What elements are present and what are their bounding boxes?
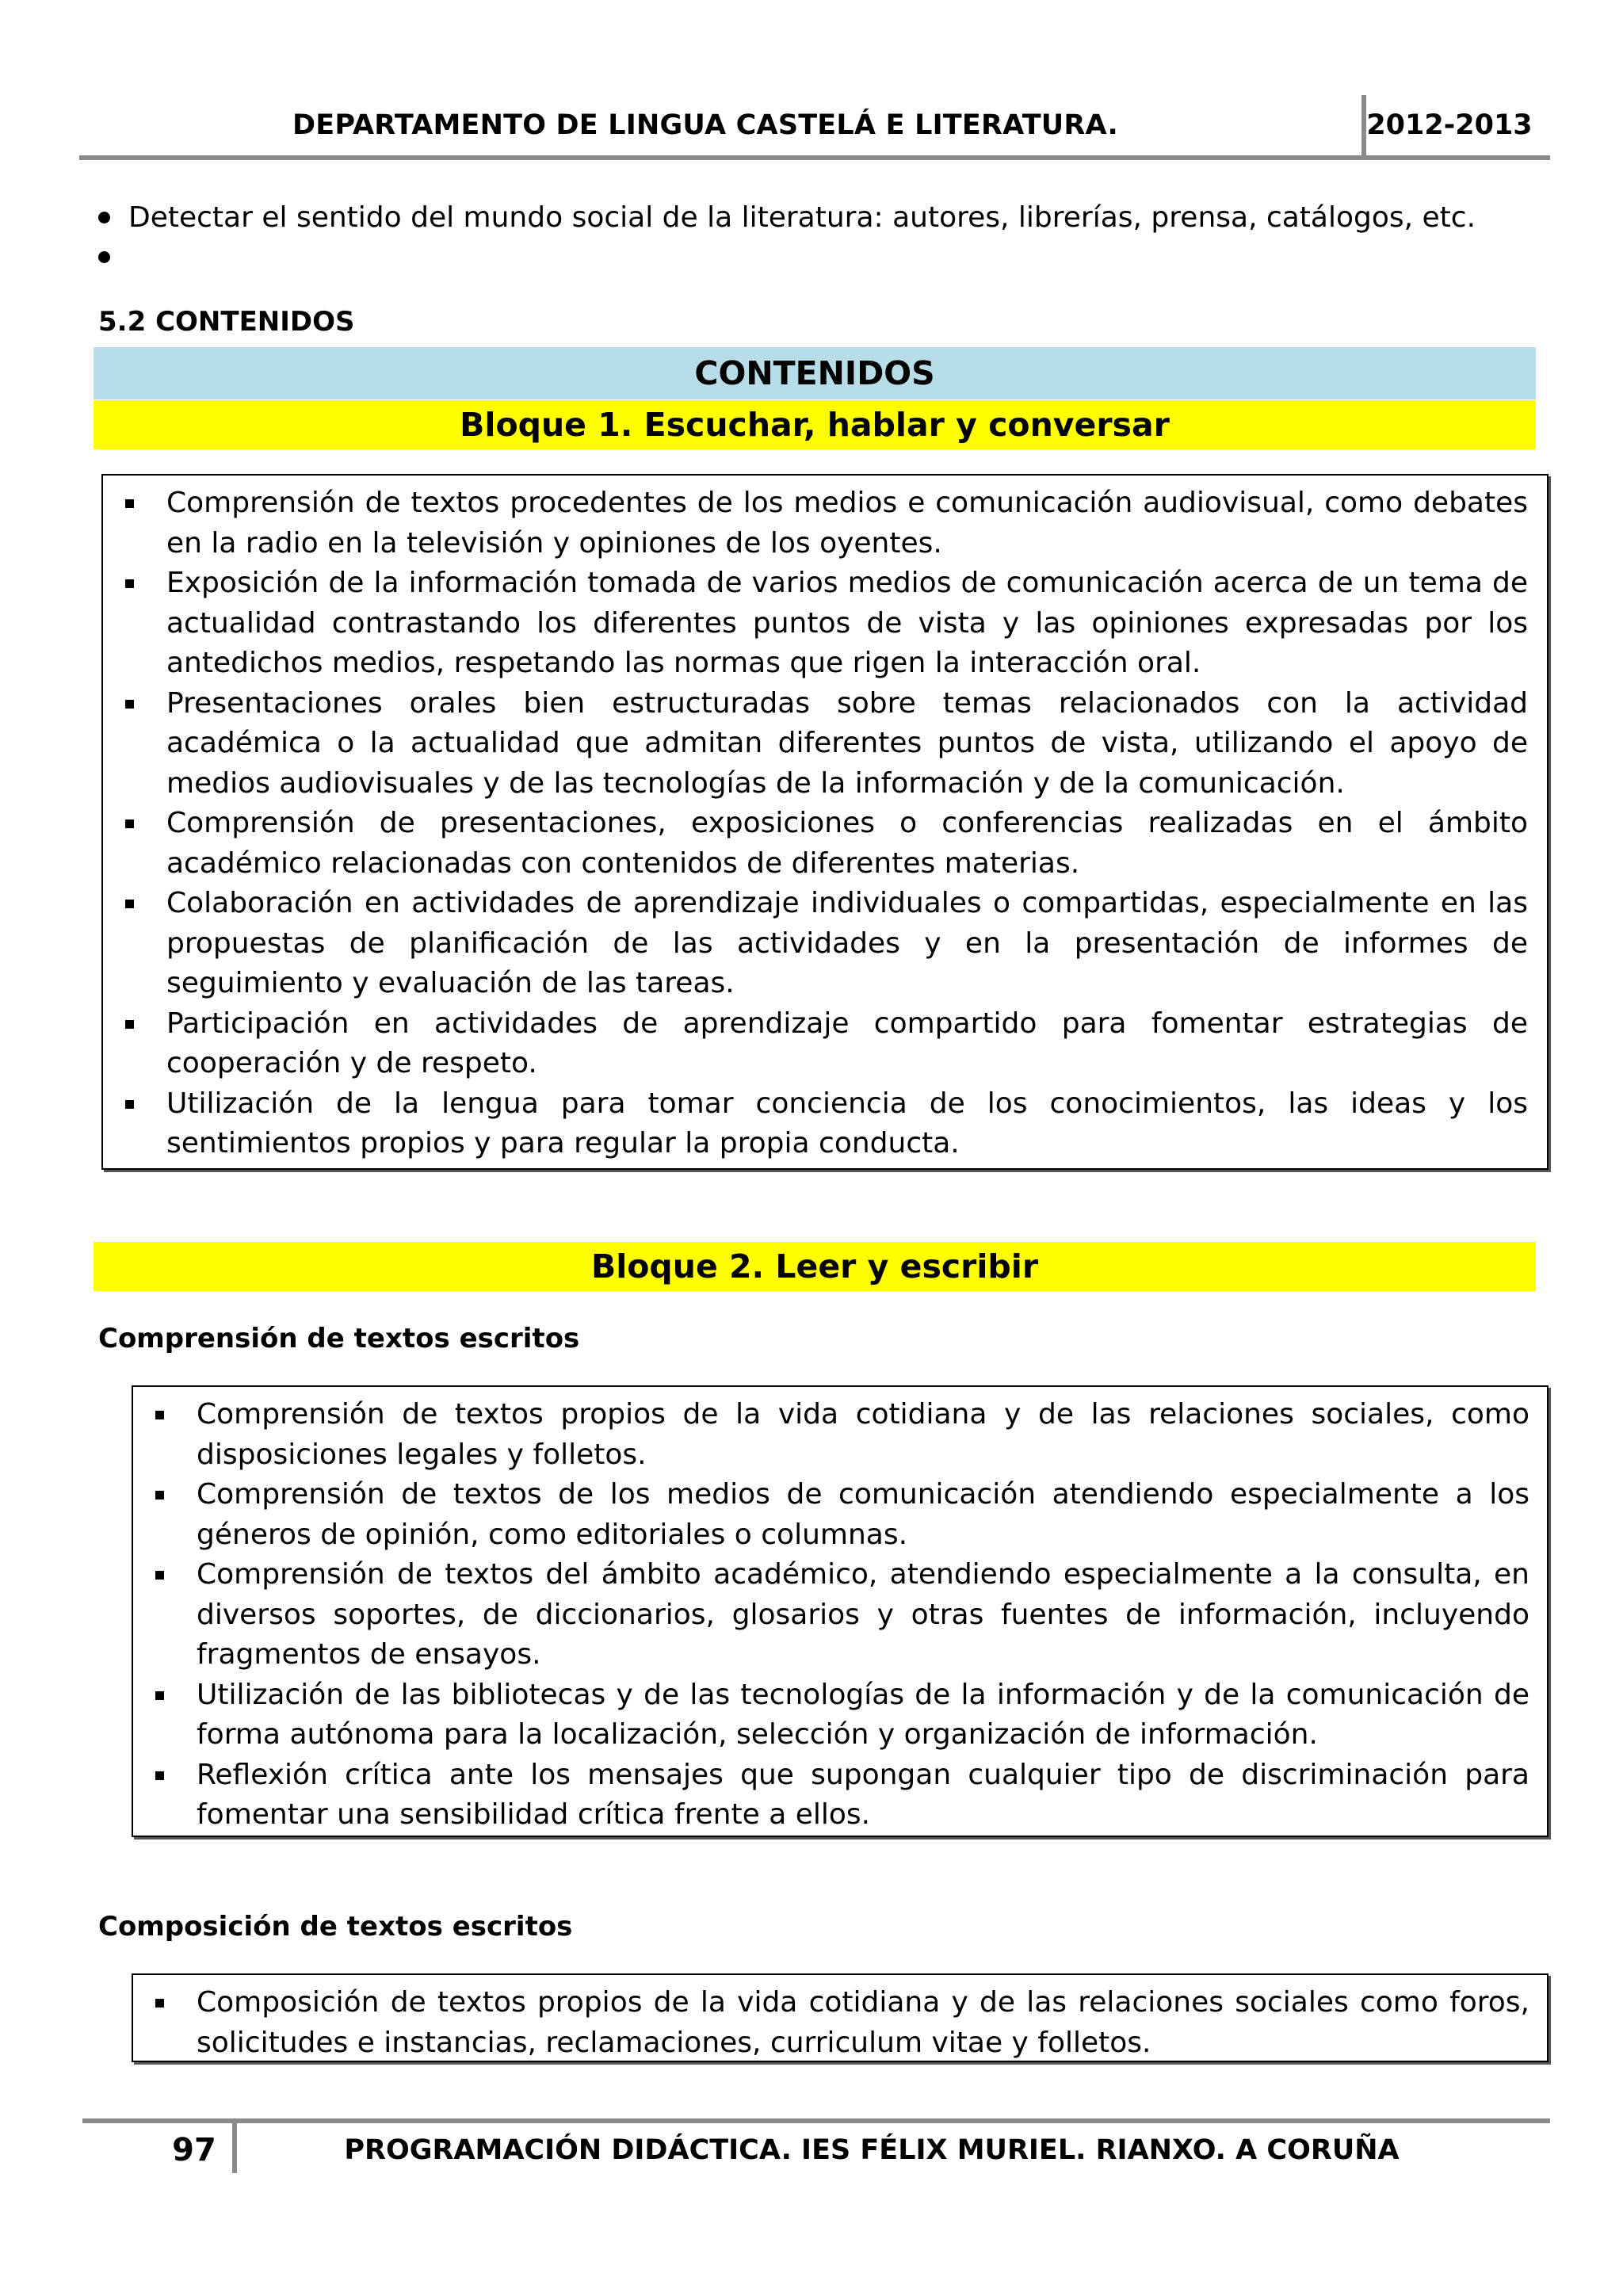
list-item: Comprensión de textos procedentes de los medios e comunicación audiovisual, como debates en la radio en la televisión y opiniones de los oyentes.: [103, 483, 1528, 563]
intro-bullet-item: Detectar el sentido del mundo social de la literatura: autores, librerías, prensa, catálogos, etc.: [95, 198, 1553, 238]
footer-text: PROGRAMACIÓN DIDÁCTICA. IES FÉLIX MURIEL. RIANXO. A CORUÑA: [344, 2134, 1400, 2166]
list-item: Colaboración en actividades de aprendizaje individuales o compartidas, especialmente en las propuestas de planificación de las actividades y en la presentación de informes de seguimiento y evaluación de las tareas.: [103, 884, 1528, 1004]
contenidos-band: CONTENIDOS: [94, 347, 1536, 399]
list-item: Comprensión de textos de los medios de comunicación atendiendo especialmente a los géneros de opinión, como editoriales o columnas.: [133, 1475, 1529, 1555]
bloque1-title: Bloque 1. Escuchar, hablar y conversar: [94, 400, 1536, 449]
comprension-list: [133, 1395, 1529, 1836]
footer-rule: [82, 2118, 1550, 2123]
list-item: Presentaciones orales bien estructuradas sobre temas relacionados con la actividad académica o la actualidad que admitan diferentes puntos de vista, utilizando el apoyo de medios audiovisuales y de las tecnologías de la información y de la comunicación.: [103, 684, 1528, 804]
comprension-heading: Comprensión de textos escritos: [98, 1323, 580, 1354]
bloque1-content-box: [101, 474, 1549, 1170]
list-item: Comprensión de presentaciones, exposiciones o conferencias realizadas en el ámbito académico relacionadas con contenidos de diferentes materias.: [103, 804, 1528, 884]
intro-bullet-item: [95, 238, 1553, 277]
list-item: Comprensión de textos propios de la vida cotidiana y de las relaciones sociales, como disposiciones legales y folletos.: [133, 1395, 1529, 1475]
comprension-content-box: [132, 1385, 1549, 1837]
list-item: Utilización de las bibliotecas y de las tecnologías de la información y de la comunicación de forma autónoma para la localización, selección y organización de información.: [133, 1675, 1529, 1755]
composicion-list: [133, 1983, 1529, 2063]
footer-divider: [232, 2121, 237, 2173]
section-heading: 5.2 CONTENIDOS: [98, 306, 355, 338]
list-item: Exposición de la información tomada de varios medios de comunicación acerca de un tema de actualidad contrastando los diferentes puntos de vista y las opiniones expresadas por los antedichos medios, respetando las normas que rigen la interacción oral.: [103, 563, 1528, 684]
bloque1-list: [103, 483, 1528, 1164]
bloque2-title: Bloque 2. Leer y escribir: [94, 1242, 1536, 1291]
header-year: 2012-2013: [1366, 109, 1533, 141]
list-item: Utilización de la lengua para tomar conciencia de los conocimientos, las ideas y los sentimientos propios y para regular la propia conducta.: [103, 1084, 1528, 1164]
composicion-heading: Composición de textos escritos: [98, 1911, 573, 1943]
list-item: Composición de textos propios de la vida cotidiana y de las relaciones sociales como foros, solicitudes e instancias, reclamaciones, curriculum vitae y folletos.: [133, 1983, 1529, 2063]
intro-bullet-list: [95, 198, 1553, 277]
list-item: Participación en actividades de aprendizaje compartido para fomentar estrategias de cooperación y de respeto.: [103, 1004, 1528, 1084]
header-title: DEPARTAMENTO DE LINGUA CASTELÁ E LITERATURA.: [292, 109, 1118, 141]
list-item: Reflexión crítica ante los mensajes que supongan cualquier tipo de discriminación para fomentar una sensibilidad crítica frente a ellos.: [133, 1755, 1529, 1836]
list-item: Comprensión de textos del ámbito académico, atendiendo especialmente a la consulta, en diversos soportes, de diccionarios, glosarios y otras fuentes de información, incluyendo fragmentos de ensayos.: [133, 1555, 1529, 1675]
header-rule: [79, 155, 1550, 160]
composicion-content-box: [132, 1973, 1549, 2062]
page-number: 97: [172, 2132, 216, 2168]
